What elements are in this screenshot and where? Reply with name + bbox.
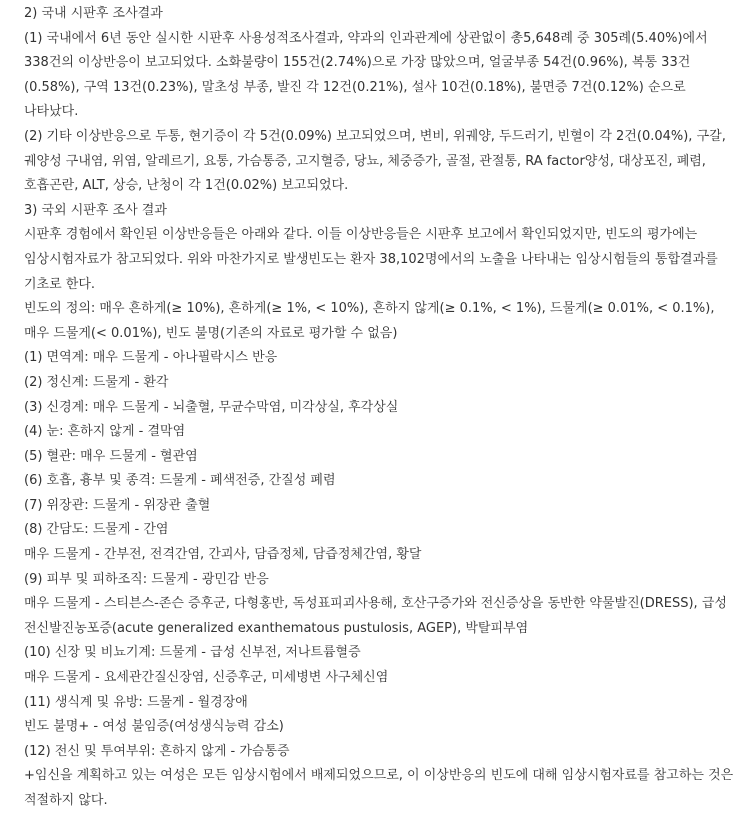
list-item-skin-very-rare: 매우 드물게 - 스티븐스-존슨 증후군, 다형홍반, 독성표피괴사용해, 호산구증가와 전신증상을 동반한 약물발진(DRESS), 급성 전신발진농포증(acute generalized exanthematous pustulosis, AGEP), 박탈피부염	[24, 596, 727, 636]
section-heading-domestic: 2) 국내 시판후 조사결과	[24, 6, 163, 21]
paragraph-overseas-intro: 시판후 경험에서 확인된 이상반응들은 아래와 같다. 이들 이상반응들은 시판후 보고에서 확인되었지만, 빈도의 평가에는 임상시험자료가 참고되었다. 위와 마찬가지로 발생빈도는 환자 38,102명에서의 노출을 나타내는 임상시험들의 통합결과를 기초로 한다.	[24, 227, 718, 292]
list-item-gastrointestinal: (7) 위장관: 드물게 - 위장관 출혈	[24, 497, 211, 513]
list-item-reproductive: (11) 생식계 및 유방: 드물게 - 월경장애	[24, 694, 248, 710]
list-item-vascular: (5) 혈관: 매우 드물게 - 혈관염	[24, 448, 198, 464]
list-item-skin: (9) 피부 및 피하조직: 드물게 - 광민감 반응	[24, 571, 269, 587]
paragraph-domestic-2: (2) 기타 이상반응으로 두통, 현기증이 각 5건(0.09%) 보고되었으며, 변비, 위궤양, 두드러기, 빈혈이 각 2건(0.04%), 구갈, 궤양성 구내염, 위염, 알레르기, 요통, 가슴통증, 고지혈증, 당뇨, 체중증가, 골절, 관절통, RA factor양성, 대상포진, 폐렴, 호흡곤란, ALT, 상승, 난청이 각 1건(0.02%) 보고되었다.	[24, 128, 726, 194]
list-item-reproductive-unknown: 빈도 불명+ - 여성 불임증(여성생식능력 감소)	[24, 719, 284, 735]
section-heading-overseas: 3) 국외 시판후 조사 결과	[24, 202, 167, 218]
list-item-renal: (10) 신장 및 비뇨기계: 드물게 - 급성 신부전, 저나트륨혈증	[24, 645, 361, 661]
list-item-eye: (4) 눈: 흔하지 않게 - 결막염	[24, 424, 186, 440]
list-item-psychiatric: (2) 정신계: 드물게 - 환각	[24, 374, 169, 390]
list-item-nervous: (3) 신경계: 매우 드물게 - 뇌출혈, 무균수막염, 미각상실, 후각상실	[24, 399, 399, 415]
list-item-respiratory: (6) 호흡, 흉부 및 종격: 드물게 - 폐색전증, 간질성 폐렴	[24, 473, 336, 489]
list-item-hepatobiliary-very-rare: 매우 드물게 - 간부전, 전격간염, 간괴사, 담즙정체, 담즙정체간염, 황달	[24, 547, 422, 563]
paragraph-frequency-definition: 빈도의 정의: 매우 흔하게(≥ 10%), 흔하게(≥ 1%, < 10%), 흔하지 않게(≥ 0.1%, < 1%), 드물게(≥ 0.01%, < 0.1%), 매우 드물게(< 0.01%), 빈도 불명(기존의 자료로 평가할 수 없음)	[24, 301, 715, 341]
list-item-immune: (1) 면역계: 매우 드물게 - 아나필락시스 반응	[24, 350, 278, 366]
footnote-pregnancy: +임신을 계획하고 있는 여성은 모든 임상시험에서 배제되었으므로, 이 이상반응의 빈도에 대해 임상시험자료를 참고하는 것은 적절하지 않다.	[24, 768, 734, 808]
list-item-renal-very-rare: 매우 드물게 - 요세관간질신장염, 신증후군, 미세병변 사구체신염	[24, 670, 389, 686]
list-item-hepatobiliary: (8) 간담도: 드물게 - 간염	[24, 522, 169, 538]
paragraph-domestic-1: (1) 국내에서 6년 동안 실시한 시판후 사용성적조사결과, 약과의 인과관계에 상관없이 총5,648례 중 305례(5.40%)에서 338건의 이상반응이 보고되었다. 소화불량이 155건(2.74%)으로 가장 많았으며, 얼굴부종 54건(0.96%), 복통 33건(0.58%), 구역 13건(0.23%), 말초성 부종, 발진 각 12건(0.21%), 설사 10건(0.18%), 불면증 7건(0.12%) 순으로 나타났다.	[24, 30, 708, 120]
list-item-general: (12) 전신 및 투여부위: 흔하지 않게 - 가슴통증	[24, 743, 290, 759]
